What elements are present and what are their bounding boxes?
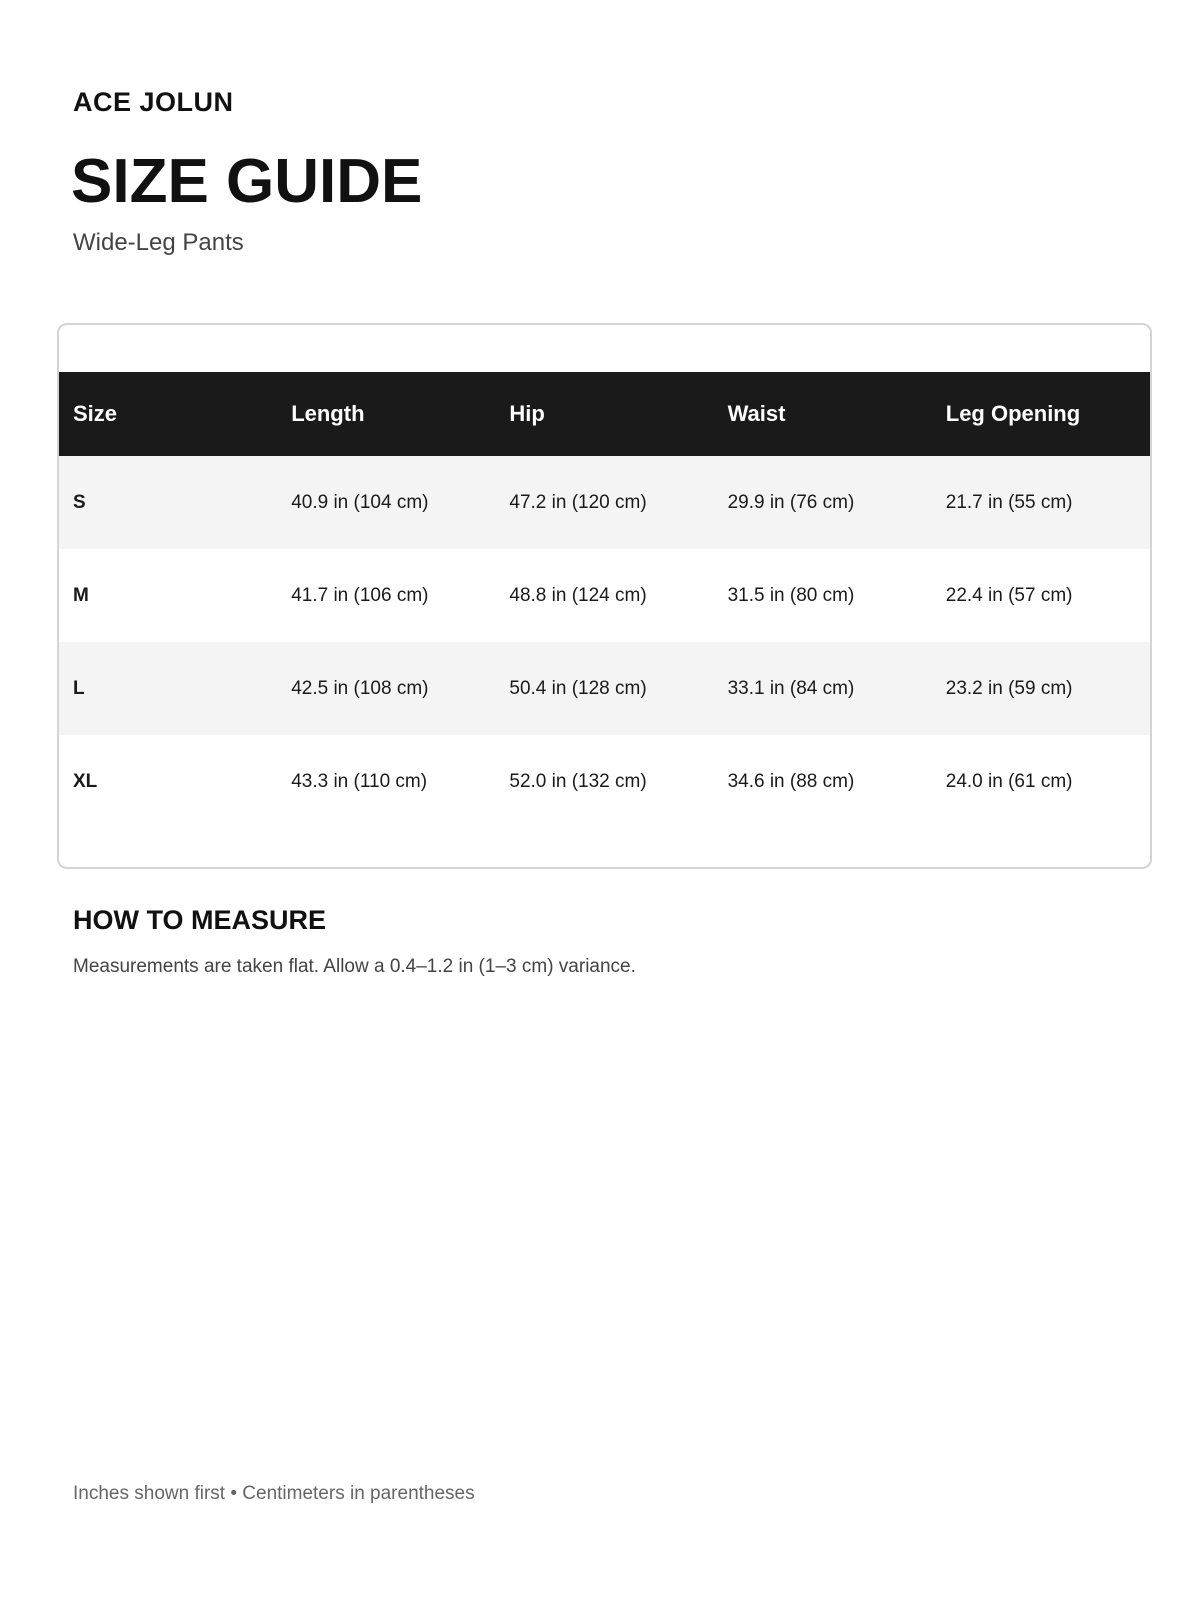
- table-row: [59, 735, 1150, 828]
- waist-cell: 29.9 in (76 cm): [714, 456, 932, 549]
- table-header-row: [59, 372, 1150, 456]
- length-cell: 42.5 in (108 cm): [277, 642, 495, 735]
- length-cell: 43.3 in (110 cm): [291, 770, 428, 792]
- hip-cell: 50.4 in (128 cm): [495, 642, 713, 735]
- header-leg-opening: Leg Opening: [932, 372, 1150, 456]
- hip-cell: 47.2 in (120 cm): [495, 456, 713, 549]
- footer-note: Inches shown first • Centimeters in parentheses: [73, 1483, 475, 1504]
- how-to-measure-heading: HOW TO MEASURE: [73, 905, 327, 935]
- table-row: [59, 549, 1150, 642]
- waist-cell: 33.1 in (84 cm): [714, 642, 932, 735]
- size-table: [59, 372, 1150, 828]
- how-to-measure-text: Measurements are taken flat. Allow a 0.4–1.2 in (1–3 cm) variance.: [73, 956, 636, 977]
- length-cell: 41.7 in (106 cm): [291, 584, 429, 606]
- table-row: [59, 456, 1150, 549]
- length-cell: 40.9 in (104 cm): [277, 456, 495, 549]
- size-cell: XL: [73, 770, 98, 792]
- leg-opening-cell: 24.0 in (61 cm): [945, 770, 1073, 792]
- header-waist: Waist: [714, 372, 932, 456]
- brand-name: ACE JOLUN: [73, 87, 234, 117]
- header-hip: Hip: [495, 372, 713, 456]
- product-subtitle: Wide-Leg Pants: [73, 229, 244, 256]
- header-size: Size: [59, 372, 277, 456]
- table-row: [59, 642, 1150, 735]
- waist-cell: 31.5 in (80 cm): [727, 584, 855, 606]
- leg-opening-cell: 23.2 in (59 cm): [932, 642, 1150, 735]
- leg-opening-cell: 21.7 in (55 cm): [932, 456, 1150, 549]
- hip-cell: 52.0 in (132 cm): [509, 770, 647, 792]
- waist-cell: 34.6 in (88 cm): [727, 770, 855, 792]
- page-title: SIZE GUIDE: [71, 147, 423, 216]
- header-length: Length: [277, 372, 495, 456]
- hip-cell: 48.8 in (124 cm): [509, 584, 647, 606]
- size-cell: S: [59, 456, 277, 549]
- size-table-card: [57, 323, 1152, 869]
- size-cell: M: [73, 584, 89, 606]
- leg-opening-cell: 22.4 in (57 cm): [945, 584, 1073, 606]
- size-cell: L: [59, 642, 277, 735]
